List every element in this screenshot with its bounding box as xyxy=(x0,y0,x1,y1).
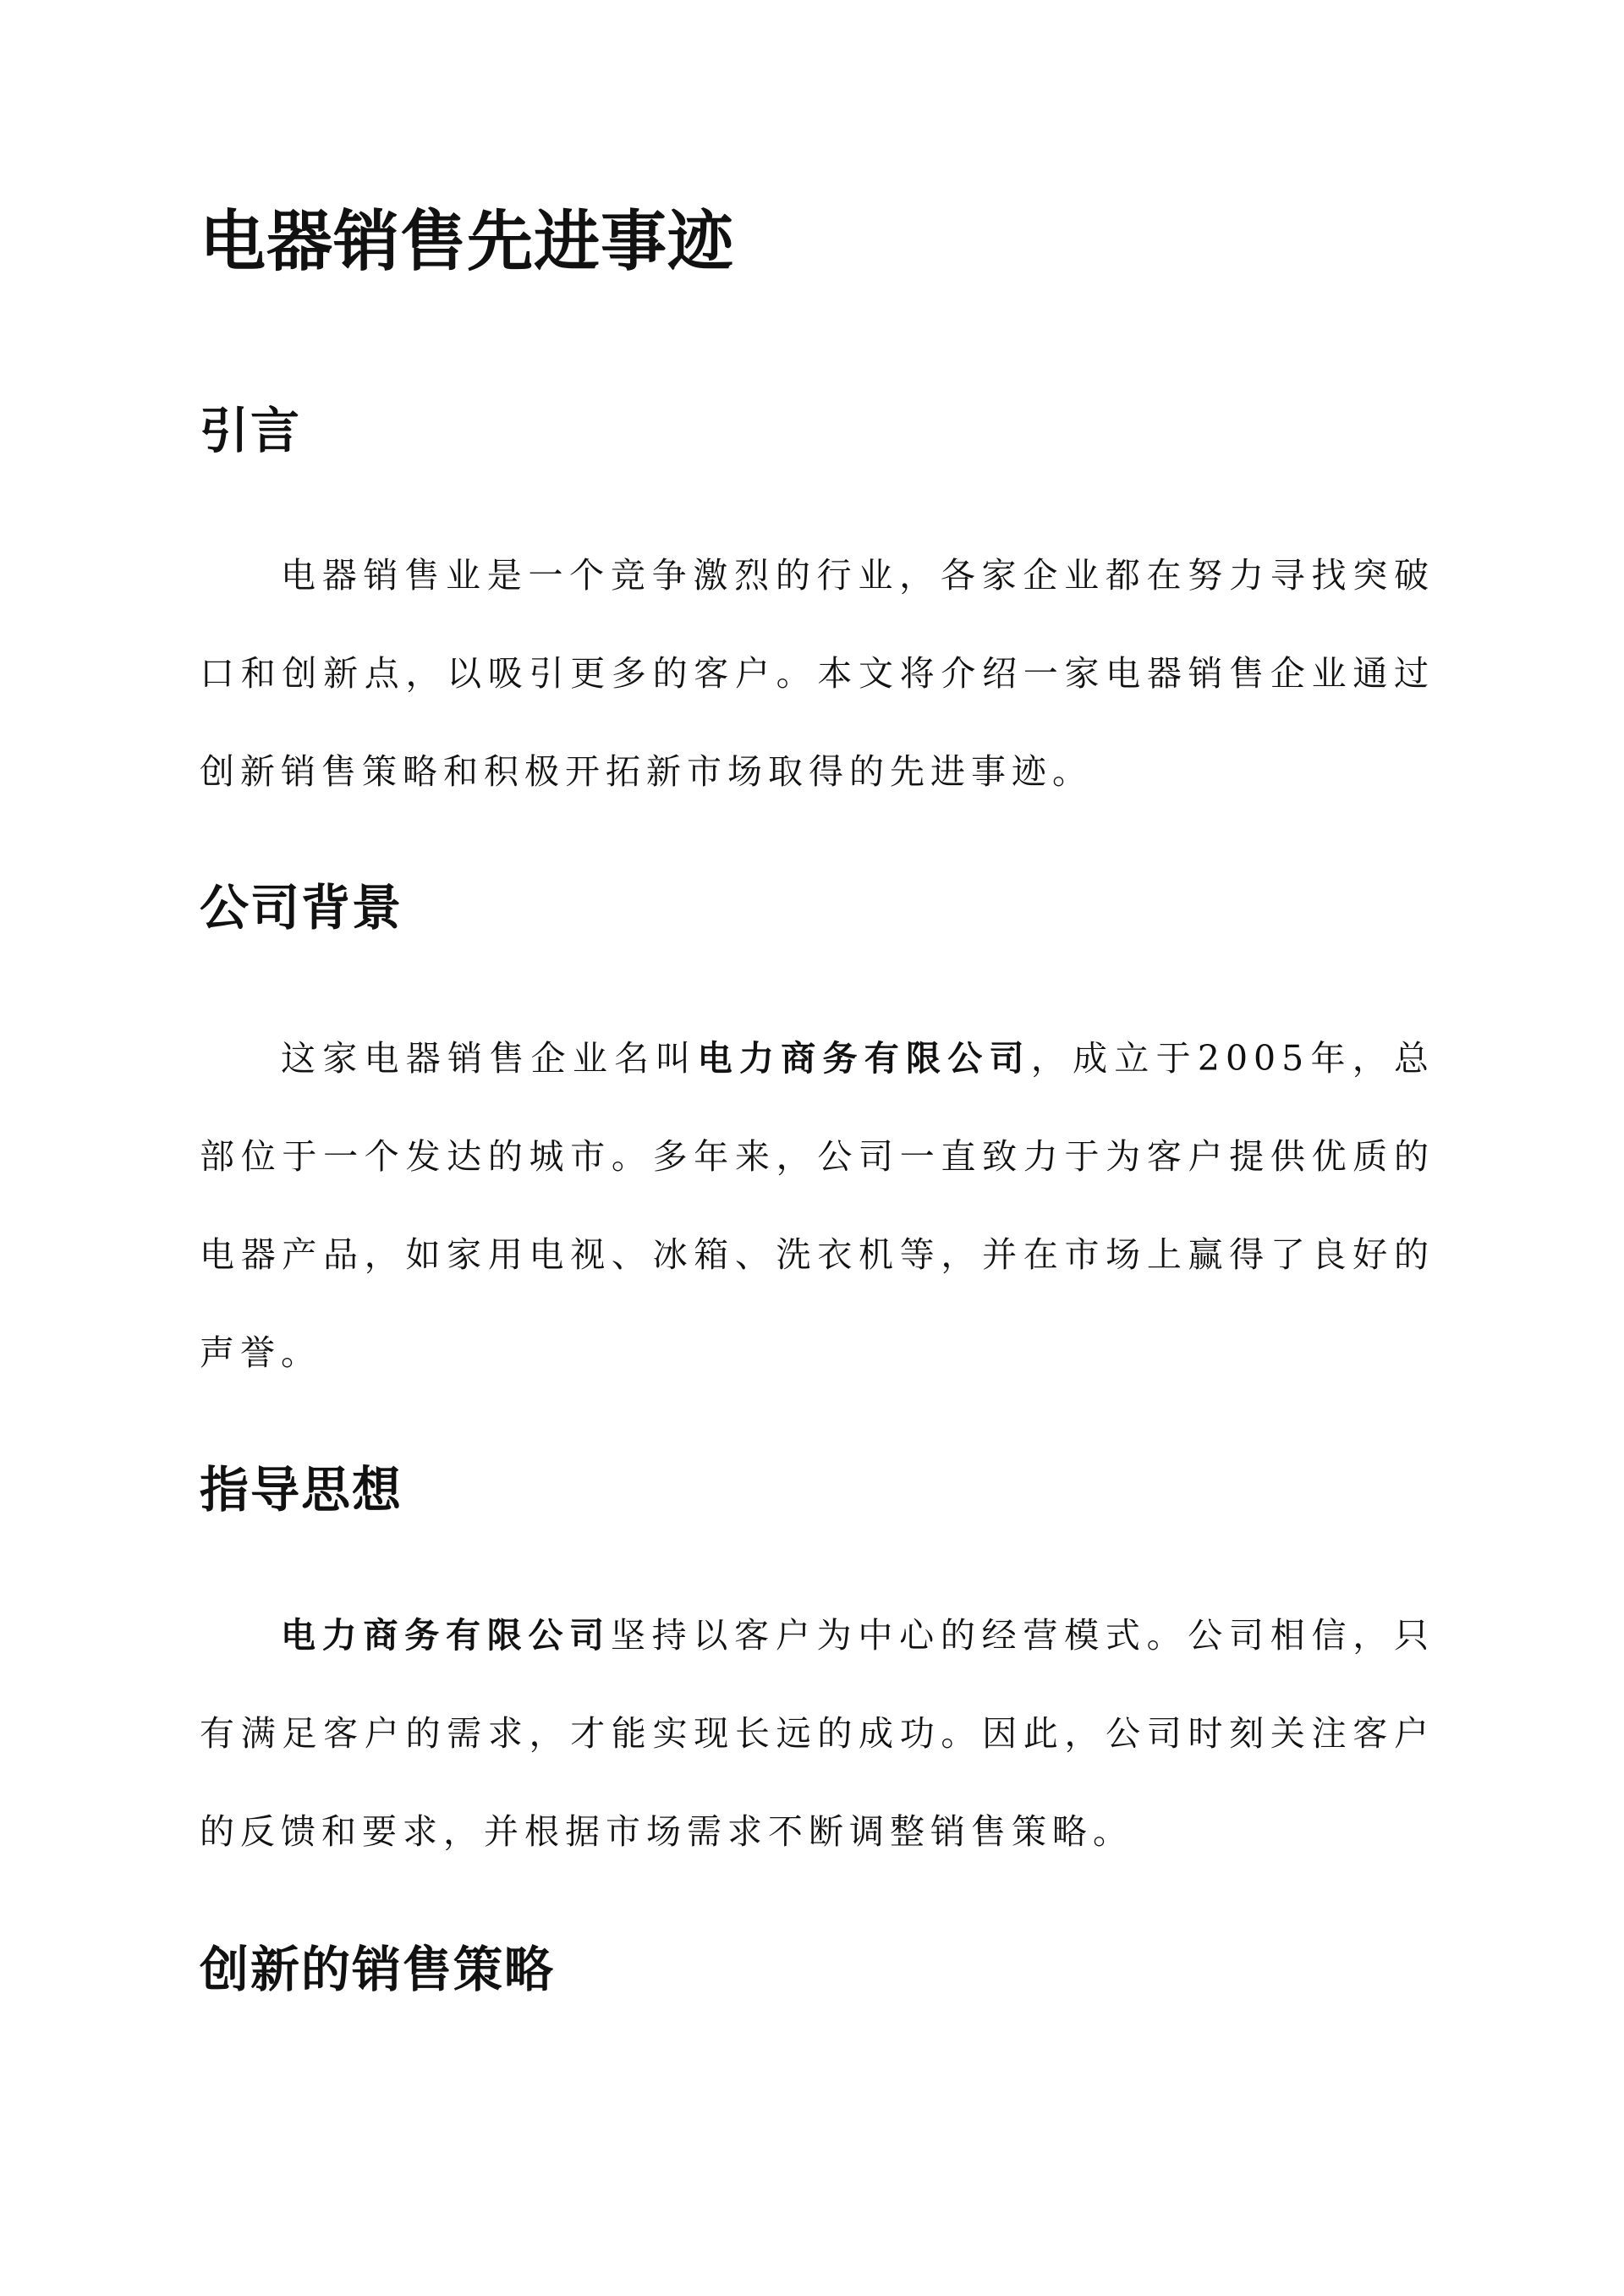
section-paragraph-company-background xyxy=(200,1009,1435,1402)
paragraph-text-after: 坚持以客户为中心的经营模式。公司相信，只有满足客户的需求，才能实现长远的成功。因此，公司时刻关注客户的反馈和要求，并根据市场需求不断调整销售策略。 xyxy=(200,1615,1435,1852)
section-heading-intro: 引言 xyxy=(200,402,302,459)
paragraph-text-before: 这家电器销售企业名叫 xyxy=(281,1038,698,1079)
document-title: 电器销售先进事迹 xyxy=(200,203,735,280)
company-name: 电力商务有限公司 xyxy=(281,1615,611,1656)
section-heading-guiding-principle: 指导思想 xyxy=(200,1461,403,1519)
company-name: 电力商务有限公司 xyxy=(697,1038,1031,1079)
section-heading-company-background: 公司背景 xyxy=(200,879,403,937)
paragraph-text-after: ，成立于2005年，总部位于一个发达的城市。多年来，公司一直致力于为客户提供优质的电器产品，如家用电视、冰箱、洗衣机等，并在市场上赢得了良好的声誉。 xyxy=(200,1038,1435,1373)
section-paragraph-intro: 电器销售业是一个竞争激烈的行业，各家企业都在努力寻找突破口和创新点，以吸引更多的客户。本文将介绍一家电器销售企业通过创新销售策略和积极开拓新市场取得的先进事迹。 xyxy=(200,555,1435,792)
section-paragraph-guiding-principle xyxy=(200,1586,1435,1881)
section-heading-innovative-sales-strategy: 创新的销售策略 xyxy=(200,1941,556,1998)
